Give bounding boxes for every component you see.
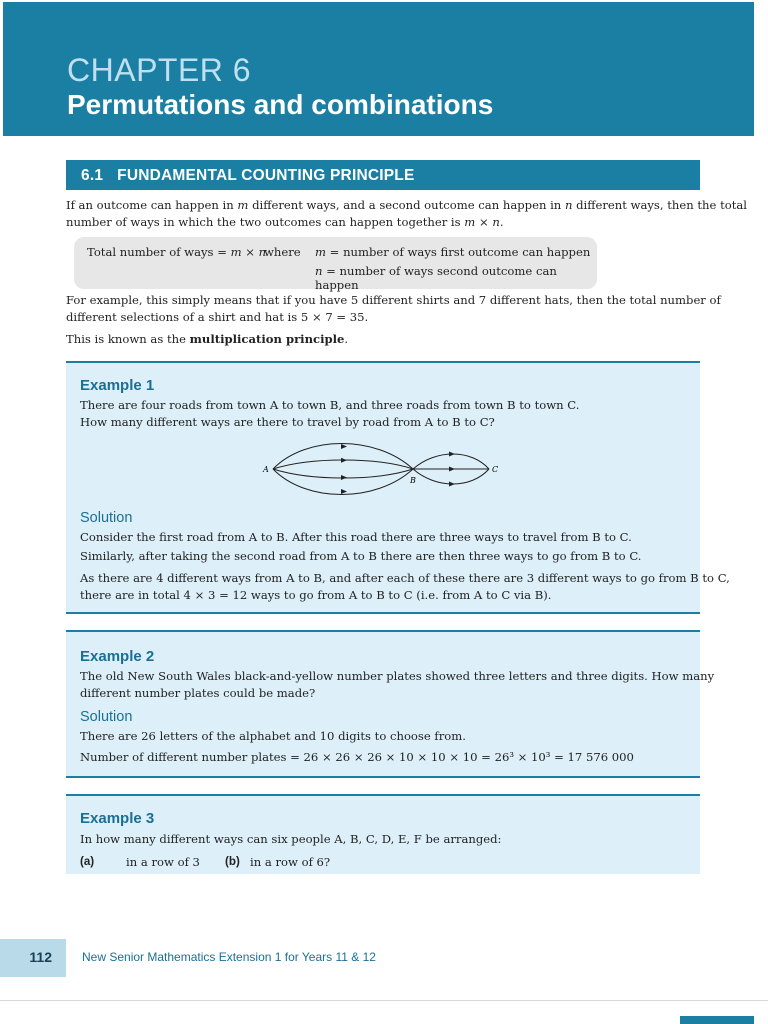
example-2-solution-1: There are 26 letters of the alphabet and 10 digits to choose from. bbox=[80, 729, 466, 743]
arrow-6 bbox=[449, 467, 455, 472]
example-3-title: Example 3 bbox=[80, 810, 155, 827]
multiplication-principle-line: This is known as the multiplication principle. bbox=[66, 332, 349, 346]
arrow-4 bbox=[341, 489, 347, 494]
formula-box bbox=[74, 237, 597, 292]
page-number-box bbox=[0, 939, 66, 977]
part-b-label: (b) bbox=[225, 855, 240, 868]
example-3-question: In how many different ways can six people A, B, C, D, E, F be arranged: bbox=[80, 832, 502, 846]
example-1-title: Example 1 bbox=[80, 377, 155, 394]
arrow-1 bbox=[341, 444, 347, 449]
example-1-box bbox=[66, 361, 730, 614]
example-2-title: Example 2 bbox=[80, 648, 155, 665]
part-b-text: in a row of 6? bbox=[250, 855, 331, 869]
example-1-bottom-rule bbox=[66, 612, 700, 614]
bottom-tab bbox=[680, 1016, 754, 1024]
section-number: 6.1 bbox=[81, 167, 104, 184]
explanation-line-2: different selections of a shirt and hat is 5 × 7 = 35. bbox=[66, 310, 369, 324]
page-number: 112 bbox=[29, 949, 52, 965]
example-1-solution-4: there are in total 4 × 3 = 12 ways to go from A to B to C (i.e. from A to C via B). bbox=[80, 588, 552, 602]
example-2-box bbox=[66, 630, 715, 778]
example-explanation bbox=[66, 292, 721, 326]
road-b-c-3 bbox=[413, 469, 489, 484]
example-3-box bbox=[66, 794, 700, 874]
example-1-solution-title: Solution bbox=[80, 510, 133, 526]
example-1-solution-2: Similarly, after taking the second road from A to B there are then three ways to go from B to C. bbox=[80, 549, 642, 563]
chapter-label: CHAPTER 6 bbox=[67, 52, 252, 88]
chapter-title: Permutations and combinations bbox=[67, 89, 494, 120]
arrow-3 bbox=[341, 475, 347, 480]
explanation-line-1: For example, this simply means that if you have 5 different shirts and 7 different hats, then the total number of bbox=[66, 293, 721, 307]
example-2-solution-2: Number of different number plates = 26 × 26 × 26 × 10 × 10 × 10 = 26³ × 10³ = 17 576 000 bbox=[80, 750, 634, 764]
part-a-label: (a) bbox=[80, 855, 95, 868]
multiplication-principle-term: multiplication principle bbox=[189, 332, 345, 346]
intro-line-2: number of ways in which the two outcomes can happen together is m × n. bbox=[66, 215, 504, 229]
roads-diagram bbox=[261, 441, 501, 499]
part-a-text: in a row of 3 bbox=[126, 855, 200, 869]
arrow-5 bbox=[449, 452, 455, 457]
arrow-2 bbox=[341, 458, 347, 463]
example-1-solution-1: Consider the first road from A to B. After this road there are three ways to travel from B to C. bbox=[80, 530, 632, 544]
diagram-label-a: A bbox=[263, 465, 269, 474]
formula-n-definition: n = number of ways second outcome can happen bbox=[315, 264, 557, 292]
chapter-header bbox=[3, 2, 754, 136]
road-b-c-1 bbox=[413, 454, 489, 469]
example-1-question-1: There are four roads from town A to town B, and three roads from town B to town C. bbox=[80, 398, 580, 412]
bottom-rule bbox=[0, 1000, 768, 1001]
formula-where: where bbox=[264, 245, 301, 259]
formula-lhs: Total number of ways = m × n bbox=[87, 245, 267, 259]
example-2-solution-title: Solution bbox=[80, 709, 133, 725]
example-2-question-2: different number plates could be made? bbox=[80, 686, 316, 700]
intro-line-1: If an outcome can happen in m different ways, and a second outcome can happen in n different ways, then the total bbox=[66, 198, 747, 212]
diagram-label-b: B bbox=[410, 476, 416, 485]
example-1-solution-3: As there are 4 different ways from A to B, and after each of these there are 3 different ways to go from B to C, bbox=[80, 571, 730, 585]
book-title: New Senior Mathematics Extension 1 for Years 11 & 12 bbox=[82, 950, 376, 964]
section-title: FUNDAMENTAL COUNTING PRINCIPLE bbox=[117, 167, 415, 184]
section-heading bbox=[66, 160, 700, 190]
diagram-label-c: C bbox=[492, 465, 499, 474]
arrow-7 bbox=[449, 482, 455, 487]
formula-m-definition: m = number of ways first outcome can happen bbox=[315, 245, 591, 259]
example-1-question-2: How many different ways are there to travel by road from A to B to C? bbox=[80, 415, 495, 429]
intro-paragraph bbox=[66, 197, 747, 231]
example-2-bottom-rule bbox=[66, 776, 700, 778]
example-2-question-1: The old New South Wales black-and-yellow number plates showed three letters and three digits. How many bbox=[80, 669, 715, 683]
